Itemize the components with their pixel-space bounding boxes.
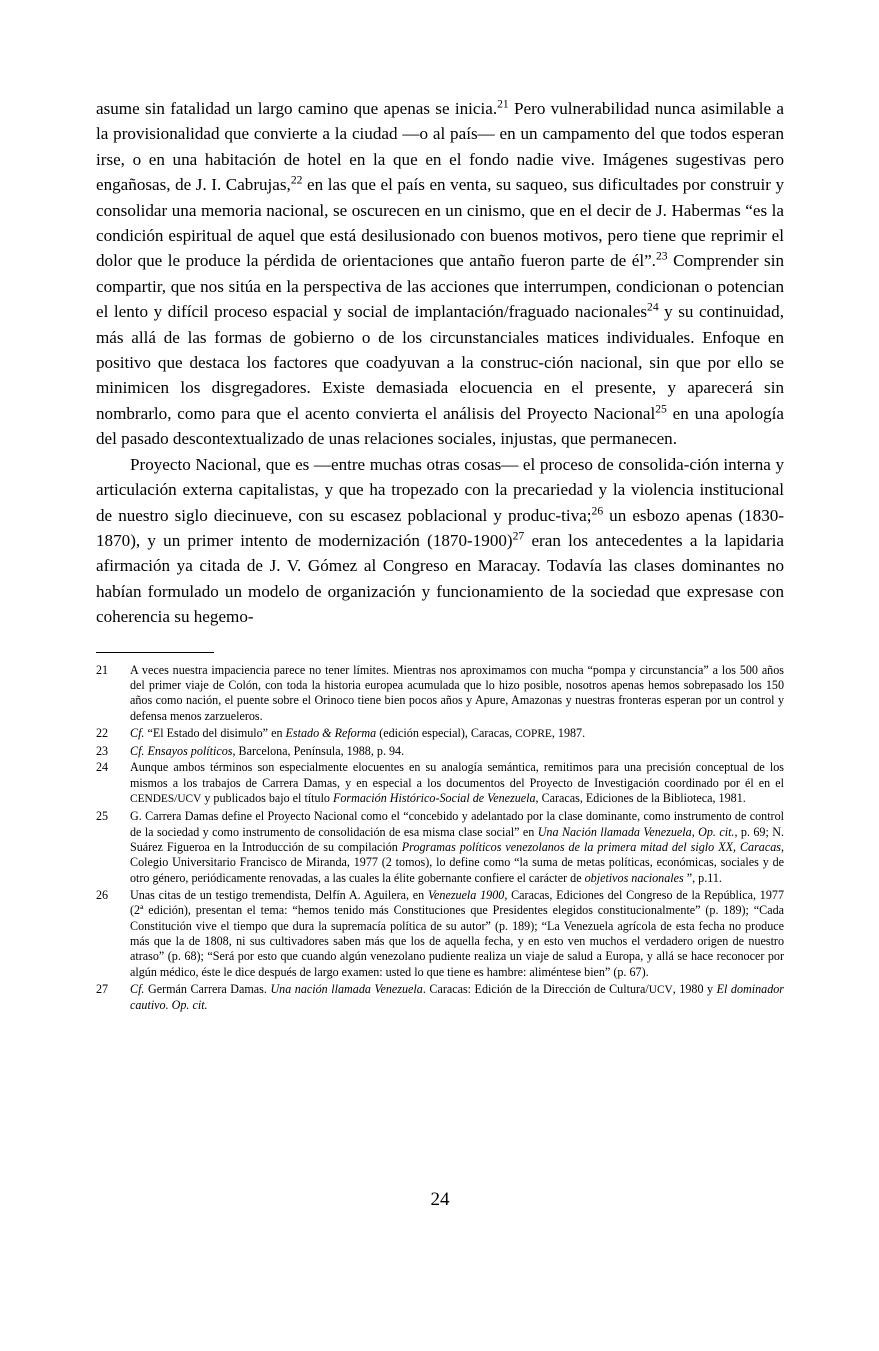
footnote-number: 26 bbox=[96, 887, 109, 902]
footnote-number: 21 bbox=[96, 662, 109, 677]
page-content bbox=[96, 96, 785, 1210]
footnote-text: G. Carrera Damas define el Proyecto Nacional como el “concebido y adelantado por la clase dominante, como instrumento de control de la sociedad y como instrumento de consolidación de esa misma clase social” en Una Nación llamada Venezuela, Op. cit., p. 69; N. Suárez Figueroa en la Introducción de su compilación Programas políticos venezolanos de la primera mitad del siglo XX, Caracas, Colegio Universitario Francisco de Miranda, 1977 (2 tomos), lo define como “la suma de metas políticas, económicas, sociales y de otro género, periódicamente renovadas, a las cuales la élite gobernante confiere el carácter de objetivos nacionales ”, p.11. bbox=[130, 809, 784, 885]
main-text-block bbox=[96, 96, 784, 630]
footnote-text: A veces nuestra impaciencia parece no tener límites. Mientras nos aproximamos con mucha “pompa y circunstancia” a los 500 años del primer viaje de Colón, con toda la historia europea acumulada que lo hizo posible, nosotros apenas hemos sobrepasado los 150 años como nación, el puente sobre el Orinoco tiene bien pocos años y Apure, Amazonas y nuestras fronteras esperan por un control y defensa menos zarzueleros. bbox=[130, 662, 784, 723]
footnote-text: Cf. Germán Carrera Damas. Una nación llamada Venezuela. Caracas: Edición de la Dirección de Cultura/UCV, 1980 y El dominador cautivo. Op. cit. bbox=[130, 981, 785, 1013]
footnote-item bbox=[96, 982, 784, 1014]
footnote-text: Cf. “El Estado del disimulo” en Estado & Reforma (edición especial), Caracas, COPRE, 1987. bbox=[130, 725, 586, 740]
footnote-number: 24 bbox=[96, 760, 109, 775]
footnote-item bbox=[96, 888, 784, 980]
footnotes-block bbox=[96, 663, 784, 1014]
footnote-text: Aunque ambos términos son especialmente elocuentes en su analogía semántica, remitimos para una precisión conceptual de los mismos a los trabajos de Carrera Damas, y en especial a los documentos del Proyecto de Investigación coordinado por él en el CENDES/UCV y publicados bajo el título Formación Histórico-Social de Venezuela, Caracas, Ediciones de la Biblioteca, 1981. bbox=[130, 760, 784, 806]
footnote-item bbox=[96, 726, 784, 742]
paragraph: Proyecto Nacional, que es —entre muchas otras cosas— el proceso de consolida-ción interna y articulación externa capitalistas, y que ha tropezado con la precariedad y la violencia institucional de nuestro siglo diecinueve, con su escasez poblacional y produc-tiva;$^{26}$ un esbozo apenas (1830-1870), y un primer intento de modernización (1870-1900)$^{27}$ eran los antecedentes a la lapidaria afirmación ya citada de J. V. Gómez al Congreso en Maracay. Todavía las clases dominantes no habían formulado un modelo de organización y funcionamiento de la sociedad que expresase con coherencia su hegemo- bbox=[96, 454, 785, 627]
footnote-separator-rule bbox=[96, 652, 214, 653]
page-number: 24 bbox=[430, 1189, 450, 1210]
footnote-number: 25 bbox=[96, 809, 109, 824]
footnote-item bbox=[96, 663, 784, 725]
footnote-item bbox=[96, 809, 784, 886]
footnote-number: 23 bbox=[96, 743, 109, 758]
footnote-item bbox=[96, 744, 784, 759]
footnote-text: Cf. Ensayos políticos, Barcelona, Península, 1988, p. 94. bbox=[130, 743, 405, 758]
footnote-item bbox=[96, 760, 784, 807]
paragraph: asume sin fatalidad un largo camino que apenas se inicia.$^{21}$ Pero vulnerabilidad nunca asimilable a la provisionalidad que convierte a la ciudad —o al país— en un campamento del que todos esperan irse, o en una habitación de hotel en la que en el fondo nadie vive. Imágenes sugestivas pero engañosas, de J. I. Cabrujas,$^{22}$ en las que el país en venta, su saqueo, sus dificultades por construir y consolidar una memoria nacional, se oscurecen en un cinismo, que en el decir de J. Habermas “es la condición espiritual de aquel que está desilusionado con buenos motivos, pero tiene que reprimir el dolor que le produce la pérdida de orientaciones que antaño fueron parte de él”.$^{23}$ Comprender sin compartir, que nos sitúa en la perspectiva de las acciones que interrumpen, condicionan o potencian el lento y difícil proceso espacial y social de implantación/fraguado nacionales$^{24}$ y su continuidad, más allá de las formas de gobierno o de los circunstanciales matices individuales. Enfoque en positivo que destaca los factores que coadyuvan a la construc-ción nacional, sin que por ello se minimicen los disgregadores. Existe demasiada elocuencia en el presente, y aparecerá sin nombrarlo, como para que el acento convierta el análisis del Proyecto Nacional$^{25}$ en una apología del pasado descontextualizado de unas relaciones sociales, injustas, que permanecen. bbox=[96, 97, 785, 449]
footnote-number: 27 bbox=[96, 981, 109, 996]
footnote-text: Unas citas de un testigo tremendista, Delfín A. Aguilera, en Venezuela 1900, Caracas, Ediciones del Congreso de la República, 1977 (2ª edición), presentan el tema: “hemos tenido más Constituciones que Presidentes elegidos constitucionalmente” (p. 189); “Cada Constitución vive el tiempo que dura la supremacía política de su autor” (p. 189); “La Venezuela agrícola de esta fecha no produce más que la de 1808, ni sus cultivadores saben más que los de aquella fecha, y en esto ven muchos el verdadero origen de nuestro atraso” (p. 68); “Será por esto que cuando algún venezolano pudiente realiza un viaje de salud a Europa, y allá se hace reconocer por algún médico, éste le dice después de largo examen: usted lo que tiene es hambre: aliméntese bien” (p. 67). bbox=[130, 887, 784, 979]
footnote-number: 22 bbox=[96, 725, 109, 740]
